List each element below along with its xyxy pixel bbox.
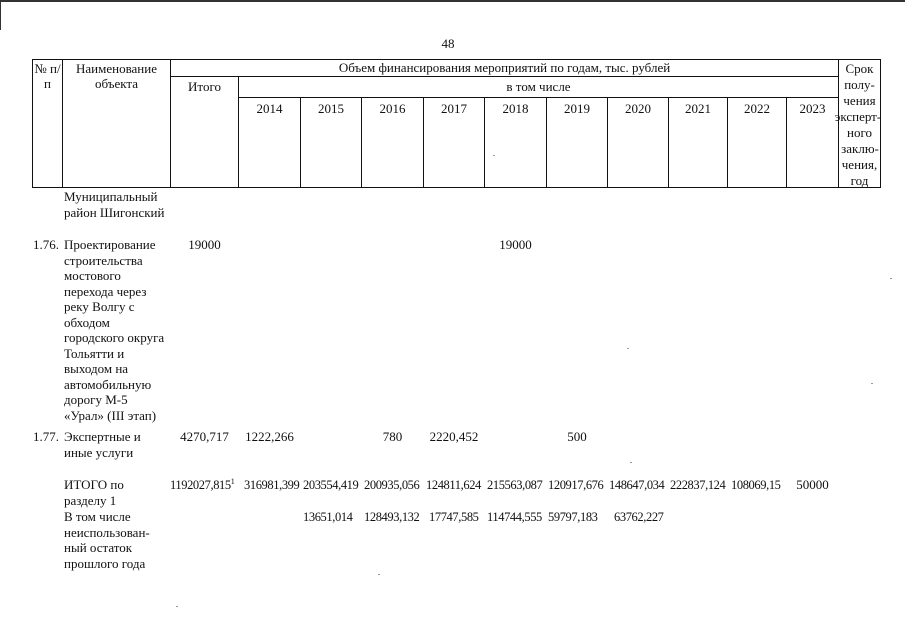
cell-2016: 200935,056 [364,478,420,492]
col-header-year: 2016 [379,101,406,116]
col-header-year: 2017 [441,101,467,116]
scan-top-edge [0,0,905,2]
row-name: ный остаток [64,540,133,555]
cell-2019: 59797,183 [548,510,598,524]
row-number: 1.76. [33,237,59,252]
scan-speck [378,574,380,575]
col-header-year: 2019 [564,101,590,116]
district-heading: Муниципальный район Шигонский [64,189,165,220]
cell-total: 19000 [188,237,221,252]
cell-2015: 203554,419 [303,478,359,492]
scan-speck [630,462,632,463]
cell-2018: 114744,555 [487,510,542,524]
col-header-including: в том числе [506,79,571,94]
cell-2021: 222837,124 [670,478,726,492]
row-name: Экспертные и иные услуги [64,429,141,460]
col-header-financing: Объем финансирования мероприятий по годам, тыс. рублей [338,60,671,75]
cell-2019: 500 [567,429,587,444]
cell-total: 1192027,815$^1$ [170,476,235,492]
cell-2022: 108069,15 [731,478,781,492]
cell-2016: 780 [382,429,403,444]
col-header-year: 2023 [799,101,826,116]
scan-speck [627,348,629,349]
row-name: Проектирование строительства мостового перехода через реку Волгу с обходом городского округа Тольятти и выходом на автомобильную дорогу М-5 «Урал» (III этап) [64,237,165,423]
scan-speck [493,155,495,156]
cell-2014: 1222,266 [245,429,294,444]
cell-2017: 124811,624 [426,478,481,492]
cell-2017: 17747,585 [429,510,479,524]
row-name: неиспользован- [64,524,150,540]
cell-2023: 50000 [796,477,829,492]
row-number: 1.77. [33,429,59,444]
footnote-mark: 1 [230,476,235,486]
cell-2016: 128493,132 [364,510,420,524]
col-header-name: Наименование объекта [76,61,157,91]
cell-total: 4270,717 [180,429,229,444]
cell-2018: 19000 [499,237,532,252]
col-header-year: 2020 [625,101,651,116]
col-header-total: Итого [188,79,221,94]
cell-2018: 215563,087 [487,478,543,492]
col-header-year: 2015 [318,101,344,116]
cell-2020: 63762,227 [614,510,664,524]
col-header-number: № п/п [34,61,61,91]
cell-2014: 316981,399 [244,478,300,492]
cell-2017: 2220,452 [429,429,479,444]
scan-speck [871,383,873,384]
cell-2019: 120917,676 [548,478,604,492]
scan-speck [890,278,892,279]
col-header-year: 2022 [744,101,770,116]
col-header-year: 2018 [502,101,529,116]
row-name: прошлого года [64,555,146,571]
scan-left-edge [0,0,1,30]
row-name: В том числе [64,509,131,524]
cell-2015: 13651,014 [303,510,353,524]
row-name: ИТОГО по разделу 1 [64,477,124,508]
cell-2020: 148647,034 [609,478,665,492]
col-header-year: 2021 [685,101,711,116]
scan-speck [176,606,178,607]
col-header-year: 2014 [256,101,283,116]
page-number: 48 [441,36,455,51]
